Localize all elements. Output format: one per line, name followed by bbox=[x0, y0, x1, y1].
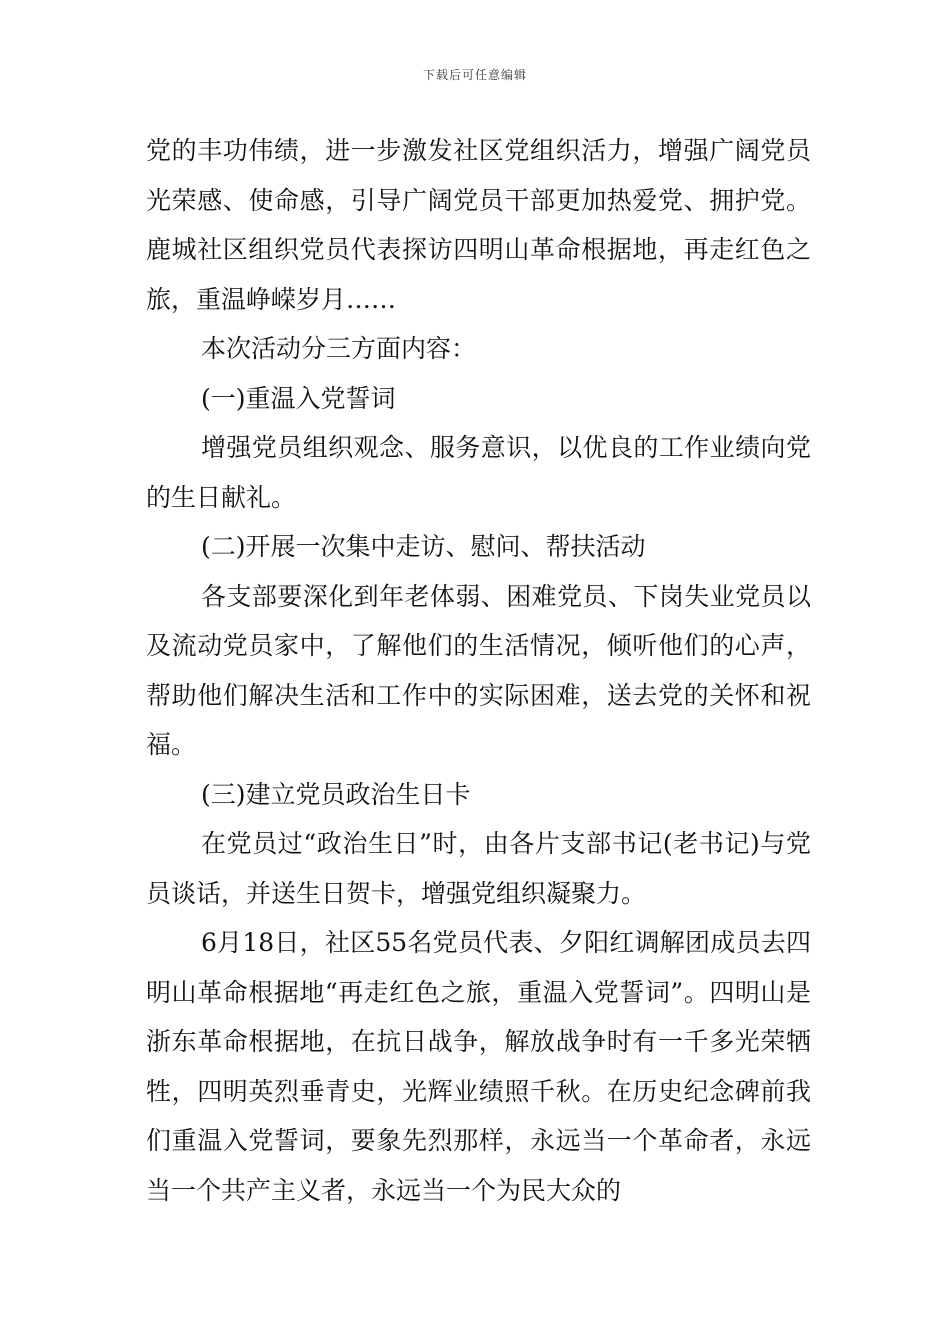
document-body bbox=[146, 126, 811, 1215]
paragraph-intro: 党的丰功伟绩，进一步激发社区党组织活力，增强广阔党员光荣感、使命感，引导广阔党员干部更加热爱党、拥护党。鹿城社区组织党员代表探访四明山革命根据地，再走红色之旅，重温峥嵘岁月…… bbox=[146, 136, 811, 314]
paragraph-section-3: 在党员过“政治生日”时，由各片支部书记(老书记)与党员谈话，并送生日贺卡，增强党组织凝聚力。 bbox=[146, 829, 811, 908]
paragraph-event: 6月18日，社区55名党员代表、夕阳红调解团成员去四明山革命根据地“再走红色之旅，重温入党誓词”。四明山是浙东革命根据地，在抗日战争，解放战争时有一千多光荣牺牲，四明英烈垂青史，光辉业绩照千秋。在历史纪念碑前我们重温入党誓词，要象先烈那样，永远当一个革命者，永远当一个共产主义者，永远当一个为民大众的 bbox=[146, 928, 811, 1205]
page-header: 下载后可任意编辑 bbox=[422, 68, 527, 82]
paragraph-section-1: 增强党员组织观念、服务意识，以优良的工作业绩向党的生日献礼。 bbox=[146, 433, 811, 512]
paragraph-section-2: 各支部要深化到年老体弱、困难党员、下岗失业党员以及流动党员家中，了解他们的生活情况，倾听他们的心声，帮助他们解决生活和工作中的实际困难，送去党的关怀和祝福。 bbox=[146, 581, 811, 759]
section-heading-1: (一)重温入党誓词 bbox=[201, 383, 396, 413]
section-heading-2: (二)开展一次集中走访、慰问、帮扶活动 bbox=[201, 532, 646, 561]
paragraph-activity-overview: 本次活动分三方面内容： bbox=[201, 334, 477, 363]
section-heading-3: (三)建立党员政治生日卡 bbox=[201, 779, 471, 809]
